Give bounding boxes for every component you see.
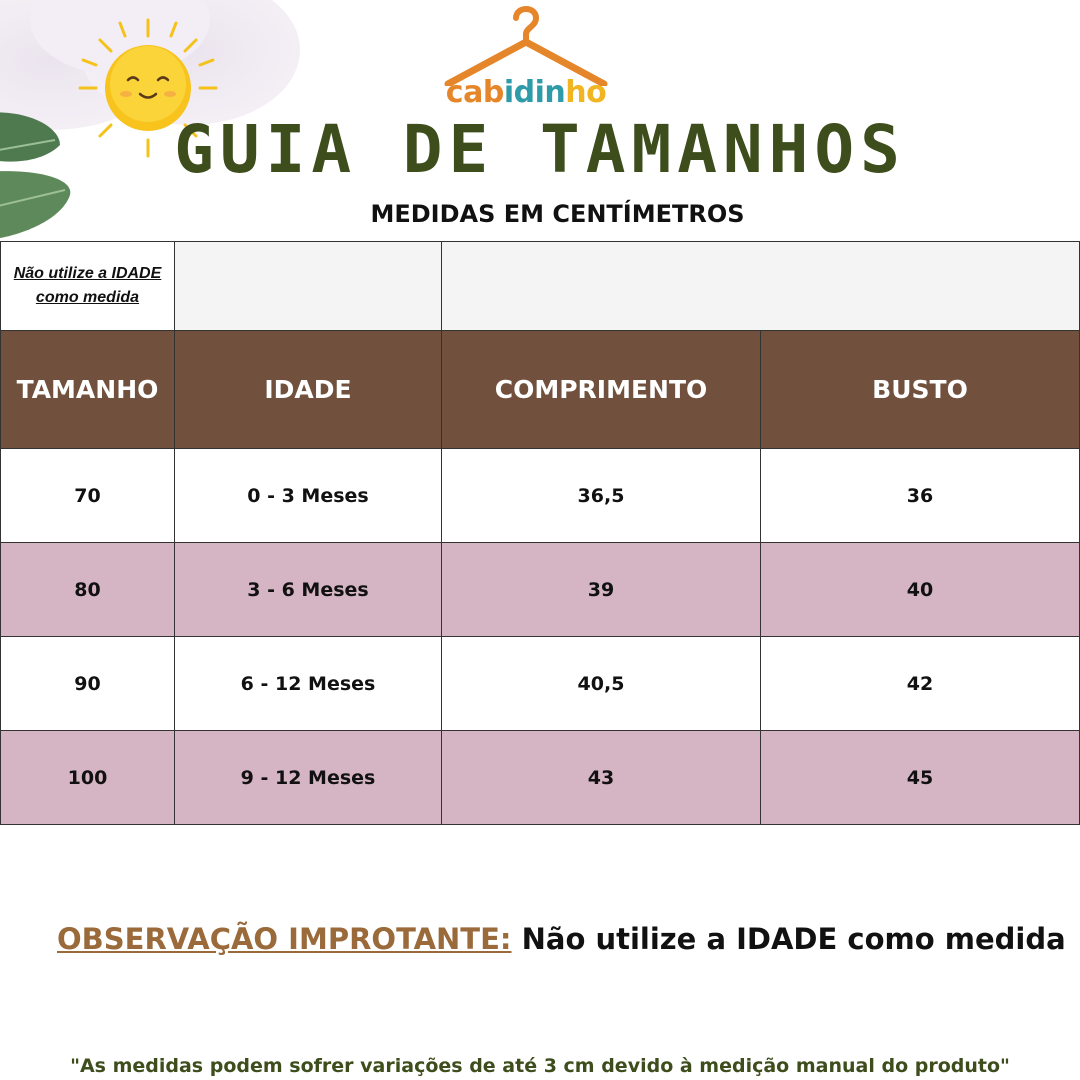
- cell-idade: 0 - 3 Meses: [174, 448, 442, 543]
- header-tamanho: TAMANHO: [0, 330, 175, 449]
- cell-comprimento: 43: [441, 730, 761, 825]
- observation-note: [57, 918, 1066, 960]
- leaf-icon: [0, 105, 80, 245]
- cell-tamanho: 90: [0, 636, 175, 731]
- note-text: Não utilize a IDADE como medida: [13, 265, 162, 306]
- logo-part-3: ho: [565, 75, 607, 110]
- brand-logo: [436, 6, 616, 114]
- disclaimer-text: "As medidas podem sofrer variações de até 3 cm devido à medição manual do produto": [70, 1055, 1010, 1077]
- hanger-icon: [436, 6, 616, 86]
- cell-tamanho: 100: [0, 730, 175, 825]
- cell-busto: 42: [760, 636, 1080, 731]
- page-subtitle: MEDIDAS EM CENTÍMETROS: [370, 200, 745, 228]
- observation-label: OBSERVAÇÃO IMPROTANTE:: [57, 922, 512, 956]
- cell-busto: 36: [760, 448, 1080, 543]
- cell-idade: 3 - 6 Meses: [174, 542, 442, 637]
- size-table: [0, 241, 1080, 825]
- cell-busto: 40: [760, 542, 1080, 637]
- cell-idade: 6 - 12 Meses: [174, 636, 442, 731]
- header-comprimento: COMPRIMENTO: [441, 330, 761, 449]
- logo-part-2: idin: [503, 75, 566, 110]
- cell-idade: 9 - 12 Meses: [174, 730, 442, 825]
- note-cell: [0, 241, 175, 331]
- header-busto: BUSTO: [760, 330, 1080, 449]
- page-title: GUIA DE TAMANHOS: [174, 111, 906, 188]
- logo-wordmark: [436, 76, 616, 110]
- header-idade: IDADE: [174, 330, 442, 449]
- observation-text: Não utilize a IDADE como medida: [521, 922, 1066, 956]
- cell-busto: 45: [760, 730, 1080, 825]
- cell-tamanho: 70: [0, 448, 175, 543]
- cell-tamanho: 80: [0, 542, 175, 637]
- cell-comprimento: 39: [441, 542, 761, 637]
- logo-part-1: cab: [445, 75, 504, 110]
- cell-comprimento: 40,5: [441, 636, 761, 731]
- blank-cell: [174, 241, 442, 331]
- cell-comprimento: 36,5: [441, 448, 761, 543]
- blank-cell: [441, 241, 1080, 331]
